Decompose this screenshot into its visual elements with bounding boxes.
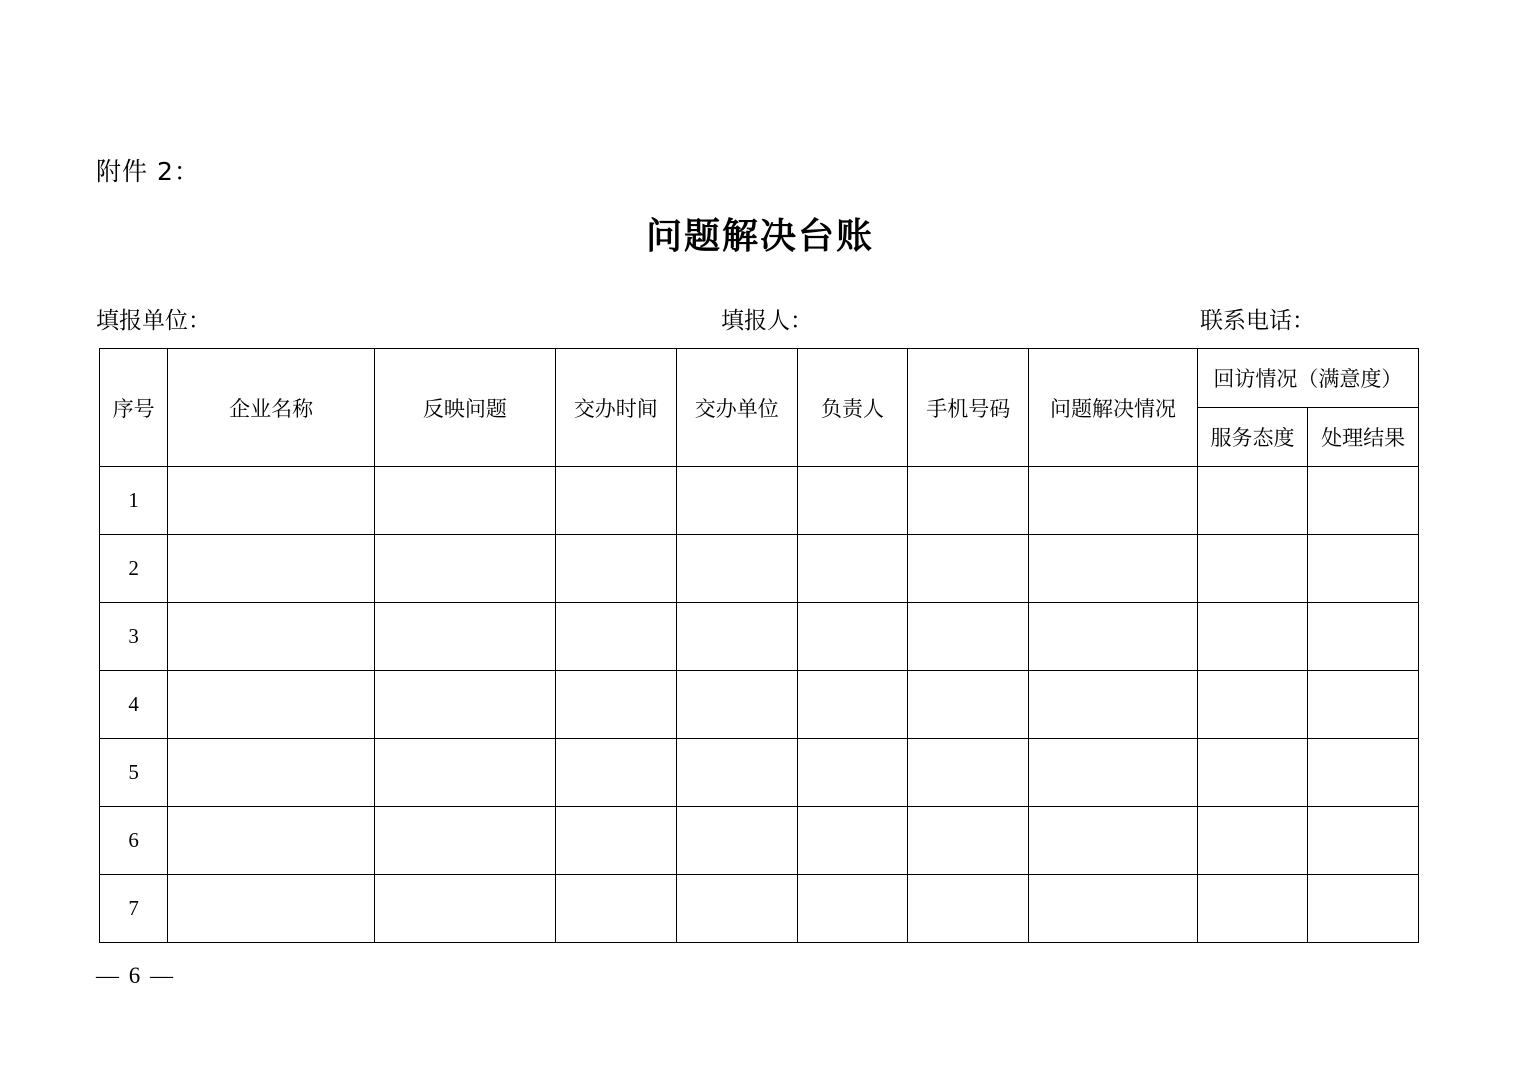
- cell-assign-time[interactable]: [555, 467, 676, 535]
- table-row: [100, 671, 1419, 739]
- table-header-row-1: [100, 349, 1419, 408]
- cell-owner[interactable]: [797, 603, 908, 671]
- cell-assign-time[interactable]: [555, 535, 676, 603]
- cell-handling-result[interactable]: [1308, 671, 1419, 739]
- cell-assign-time[interactable]: [555, 875, 676, 943]
- cell-company[interactable]: [168, 739, 375, 807]
- cell-issue[interactable]: [374, 807, 555, 875]
- cell-handling-result[interactable]: [1308, 535, 1419, 603]
- cell-resolution[interactable]: [1029, 467, 1197, 535]
- cell-assign-unit[interactable]: [676, 535, 797, 603]
- cell-handling-result[interactable]: [1308, 807, 1419, 875]
- cell-phone[interactable]: [908, 467, 1029, 535]
- cell-owner[interactable]: [797, 739, 908, 807]
- cell-service-attitude[interactable]: [1197, 739, 1308, 807]
- cell-resolution[interactable]: [1029, 603, 1197, 671]
- cell-index: 1: [100, 467, 168, 535]
- cell-phone[interactable]: [908, 535, 1029, 603]
- cell-service-attitude[interactable]: [1197, 807, 1308, 875]
- cell-resolution[interactable]: [1029, 739, 1197, 807]
- table-row: [100, 603, 1419, 671]
- cell-issue[interactable]: [374, 875, 555, 943]
- cell-index: 6: [100, 807, 168, 875]
- cell-index: 4: [100, 671, 168, 739]
- col-header-assign-time: 交办时间: [555, 349, 676, 467]
- table-row: [100, 807, 1419, 875]
- cell-resolution[interactable]: [1029, 875, 1197, 943]
- table-row: [100, 535, 1419, 603]
- cell-assign-time[interactable]: [555, 807, 676, 875]
- cell-phone[interactable]: [908, 807, 1029, 875]
- col-header-resolution: 问题解决情况: [1029, 349, 1197, 467]
- cell-phone[interactable]: [908, 875, 1029, 943]
- cell-issue[interactable]: [374, 535, 555, 603]
- col-header-handling-result: 处理结果: [1308, 408, 1419, 467]
- cell-handling-result[interactable]: [1308, 875, 1419, 943]
- cell-assign-unit[interactable]: [676, 671, 797, 739]
- cell-owner[interactable]: [797, 671, 908, 739]
- cell-assign-unit[interactable]: [676, 467, 797, 535]
- col-header-issue: 反映问题: [374, 349, 555, 467]
- cell-handling-result[interactable]: [1308, 467, 1419, 535]
- page-number: — 6 —: [96, 963, 175, 988]
- cell-assign-unit[interactable]: [676, 807, 797, 875]
- cell-index: 5: [100, 739, 168, 807]
- cell-issue[interactable]: [374, 467, 555, 535]
- cell-index: 7: [100, 875, 168, 943]
- cell-phone[interactable]: [908, 739, 1029, 807]
- cell-assign-time[interactable]: [555, 603, 676, 671]
- col-header-index: 序号: [100, 349, 168, 467]
- cell-company[interactable]: [168, 535, 375, 603]
- cell-issue[interactable]: [374, 603, 555, 671]
- cell-service-attitude[interactable]: [1197, 467, 1308, 535]
- cell-issue[interactable]: [374, 671, 555, 739]
- cell-phone[interactable]: [908, 603, 1029, 671]
- cell-company[interactable]: [168, 467, 375, 535]
- contact-phone-label: 联系电话：: [1200, 308, 1315, 334]
- reporter-label: 填报人：: [721, 308, 813, 334]
- cell-assign-time[interactable]: [555, 739, 676, 807]
- table-row: [100, 467, 1419, 535]
- page-title: 问题解决台账: [645, 216, 874, 256]
- cell-assign-unit[interactable]: [676, 875, 797, 943]
- cell-phone[interactable]: [908, 671, 1029, 739]
- cell-resolution[interactable]: [1029, 535, 1197, 603]
- cell-owner[interactable]: [797, 535, 908, 603]
- cell-owner[interactable]: [797, 875, 908, 943]
- col-header-phone: 手机号码: [908, 349, 1029, 467]
- meta-row: [96, 302, 1424, 334]
- col-header-company: 企业名称: [168, 349, 375, 467]
- cell-assign-time[interactable]: [555, 671, 676, 739]
- cell-company[interactable]: [168, 807, 375, 875]
- cell-service-attitude[interactable]: [1197, 875, 1308, 943]
- col-header-assign-unit: 交办单位: [676, 349, 797, 467]
- col-header-owner: 负责人: [797, 349, 908, 467]
- cell-resolution[interactable]: [1029, 671, 1197, 739]
- issue-resolution-ledger-table: [99, 348, 1419, 943]
- cell-service-attitude[interactable]: [1197, 535, 1308, 603]
- cell-resolution[interactable]: [1029, 807, 1197, 875]
- attachment-label: 附件 2：: [96, 157, 200, 186]
- cell-index: 2: [100, 535, 168, 603]
- cell-company[interactable]: [168, 875, 375, 943]
- cell-owner[interactable]: [797, 807, 908, 875]
- cell-service-attitude[interactable]: [1197, 671, 1308, 739]
- table-row: [100, 739, 1419, 807]
- cell-handling-result[interactable]: [1308, 739, 1419, 807]
- cell-company[interactable]: [168, 603, 375, 671]
- cell-index: 3: [100, 603, 168, 671]
- cell-issue[interactable]: [374, 739, 555, 807]
- table-row: [100, 875, 1419, 943]
- cell-assign-unit[interactable]: [676, 739, 797, 807]
- cell-owner[interactable]: [797, 467, 908, 535]
- cell-service-attitude[interactable]: [1197, 603, 1308, 671]
- col-header-followup-group: 回访情况（满意度）: [1197, 349, 1418, 408]
- cell-handling-result[interactable]: [1308, 603, 1419, 671]
- reporting-unit-label: 填报单位：: [96, 308, 211, 334]
- cell-assign-unit[interactable]: [676, 603, 797, 671]
- cell-company[interactable]: [168, 671, 375, 739]
- col-header-service-attitude: 服务态度: [1197, 408, 1308, 467]
